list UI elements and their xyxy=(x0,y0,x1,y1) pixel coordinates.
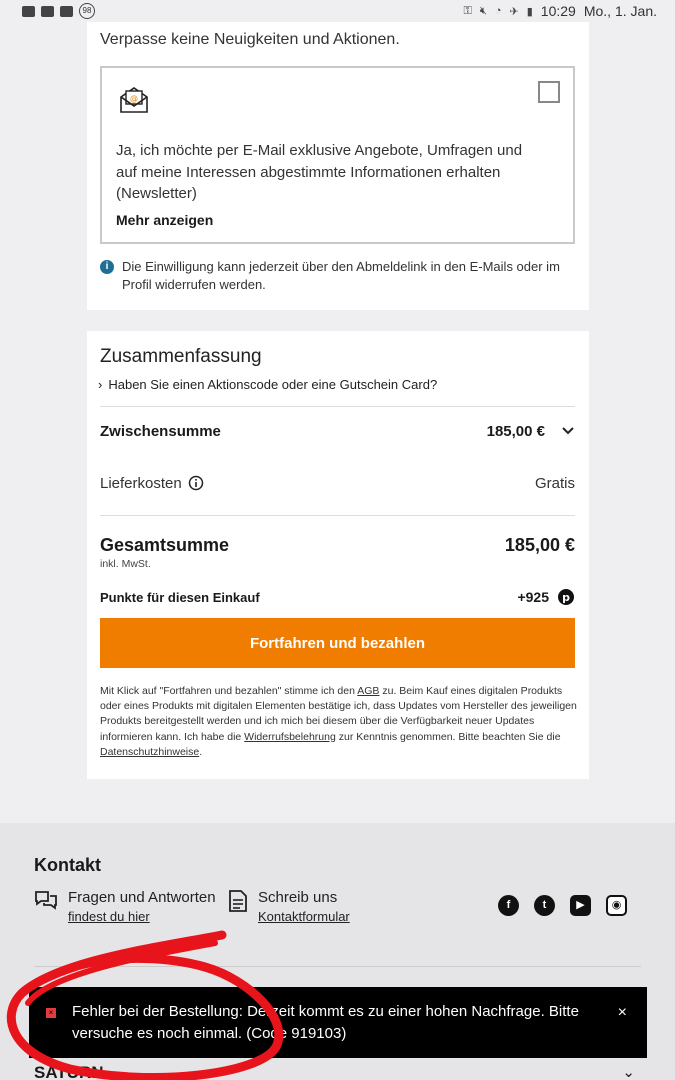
error-toast xyxy=(29,987,647,1058)
chevron-right-icon: › xyxy=(98,377,103,392)
withdrawal-link[interactable]: Widerrufsbelehrung xyxy=(244,730,336,743)
notification-icons xyxy=(22,3,95,19)
svg-text:@: @ xyxy=(130,94,138,103)
social-links xyxy=(498,895,627,916)
messenger-icon xyxy=(41,6,54,17)
total-row xyxy=(100,532,575,558)
airplane-icon: ✈︎ xyxy=(509,5,519,18)
error-message: Fehler bei der Bestellung: Derzeit kommt es zu einer hohen Nachfrage. Bitte versuche es noch einmal. (Code 919103) xyxy=(72,1003,579,1042)
total-value: 185,00 € xyxy=(504,534,575,555)
chat-bubbles-icon xyxy=(34,889,58,913)
saturn-section-title[interactable]: SATURN xyxy=(34,1063,104,1080)
info-circle-icon[interactable] xyxy=(188,475,204,491)
newsletter-subline: Verpasse keine Neuigkeiten und Aktionen. xyxy=(100,31,400,48)
legal-text xyxy=(100,684,578,760)
battery-icon: ▮ xyxy=(526,5,533,18)
show-more-link[interactable]: Mehr anzeigen xyxy=(116,212,214,228)
newsletter-checkbox[interactable] xyxy=(538,81,560,103)
legal-text-2: zu. Beim Kauf eines digitalen Produkts oder eines Produkts mit digitalen Elementen bestätige ich, dass Updates vom Hersteller des jeweiligen Produkts bereitgestellt werden und ich mich bei diesem über die Verfügbarkeit neuer Updates informieren kann. Ich habe die xyxy=(100,685,577,743)
contact-title: Kontakt xyxy=(34,855,101,875)
points-row xyxy=(100,586,575,608)
legal-text-4: . xyxy=(199,745,203,758)
faq-title: Fragen und Antworten xyxy=(68,889,216,906)
delivery-row xyxy=(100,471,575,495)
gallery-icon xyxy=(60,6,73,17)
instagram-icon[interactable]: ◉ xyxy=(606,895,627,916)
summary-title: Zusammenfassung xyxy=(100,346,262,367)
svg-text:p: p xyxy=(562,591,570,604)
footer-divider xyxy=(34,966,641,967)
faq-link[interactable]: findest du hier xyxy=(68,909,150,924)
newsletter-consent-text: Ja, ich möchte per E-Mail exklusive Angebote, Umfragen und auf meine Interessen abgestimmte Informationen erhalten (Newsletter) xyxy=(116,142,523,202)
legal-text-1: Mit Klick auf "Fortfahren und bezahlen" stimme ich den xyxy=(100,685,358,697)
legal-text-3: zur Kenntnis genommen. Bitte beachten Sie die xyxy=(335,730,561,743)
system-status xyxy=(464,3,657,19)
chevron-down-icon[interactable] xyxy=(561,426,575,436)
faq-item[interactable] xyxy=(34,889,216,924)
withdrawal-info xyxy=(100,258,570,294)
twitter-icon[interactable]: t xyxy=(534,895,555,916)
points-label: Punkte für diesen Einkauf xyxy=(100,589,260,605)
close-icon[interactable]: × xyxy=(617,1004,627,1021)
info-icon: i xyxy=(100,260,114,274)
contact-form-link[interactable]: Kontaktformular xyxy=(258,909,350,924)
mail-icon xyxy=(22,6,35,17)
divider xyxy=(100,406,575,407)
newsletter-consent-box[interactable] xyxy=(100,66,575,244)
agb-link[interactable]: AGB xyxy=(357,685,380,697)
delivery-value: Gratis xyxy=(534,474,575,492)
date: Mo., 1. Jan. xyxy=(583,3,657,19)
document-icon xyxy=(228,889,248,913)
payback-icon xyxy=(557,588,575,606)
contact-form-item[interactable] xyxy=(228,889,350,924)
wifi-icon: ◔ xyxy=(494,5,502,17)
error-icon: × xyxy=(46,1008,56,1018)
envelope-icon xyxy=(118,84,150,116)
total-label: Gesamtsumme xyxy=(100,534,230,555)
clock: 10:29 xyxy=(540,3,576,19)
withdrawal-info-text: Die Einwilligung kann jederzeit über den Abmeldelink in den E-Mails oder im Profil widerrufen werden. xyxy=(122,259,560,292)
status-bar xyxy=(0,0,675,22)
key-icon: ⚿ xyxy=(463,4,472,17)
promo-code-label: Haben Sie einen Aktionscode oder eine Gutschein Card? xyxy=(108,377,438,392)
divider xyxy=(100,515,575,516)
youtube-icon[interactable]: ▶ xyxy=(570,895,591,916)
subtotal-label: Zwischensumme xyxy=(100,422,221,440)
summary-card xyxy=(87,331,589,779)
promo-code-toggle[interactable] xyxy=(98,377,437,392)
newsletter-card xyxy=(87,0,589,310)
vat-note: inkl. MwSt. xyxy=(100,558,151,570)
badge-icon: 98 xyxy=(79,3,95,19)
subtotal-value: 185,00 € xyxy=(486,422,545,440)
privacy-link[interactable]: Datenschutzhinweise xyxy=(100,745,200,758)
subtotal-row[interactable] xyxy=(100,419,575,443)
write-us-title: Schreib uns xyxy=(258,889,338,906)
facebook-icon[interactable]: f xyxy=(498,895,519,916)
points-value: +925 xyxy=(517,589,549,605)
delivery-label: Lieferkosten xyxy=(100,474,182,492)
continue-and-pay-button[interactable]: Fortfahren und bezahlen xyxy=(100,618,575,668)
chevron-down-icon[interactable]: ⌄ xyxy=(622,1064,635,1080)
mute-icon: 🔇︎ xyxy=(479,4,487,17)
